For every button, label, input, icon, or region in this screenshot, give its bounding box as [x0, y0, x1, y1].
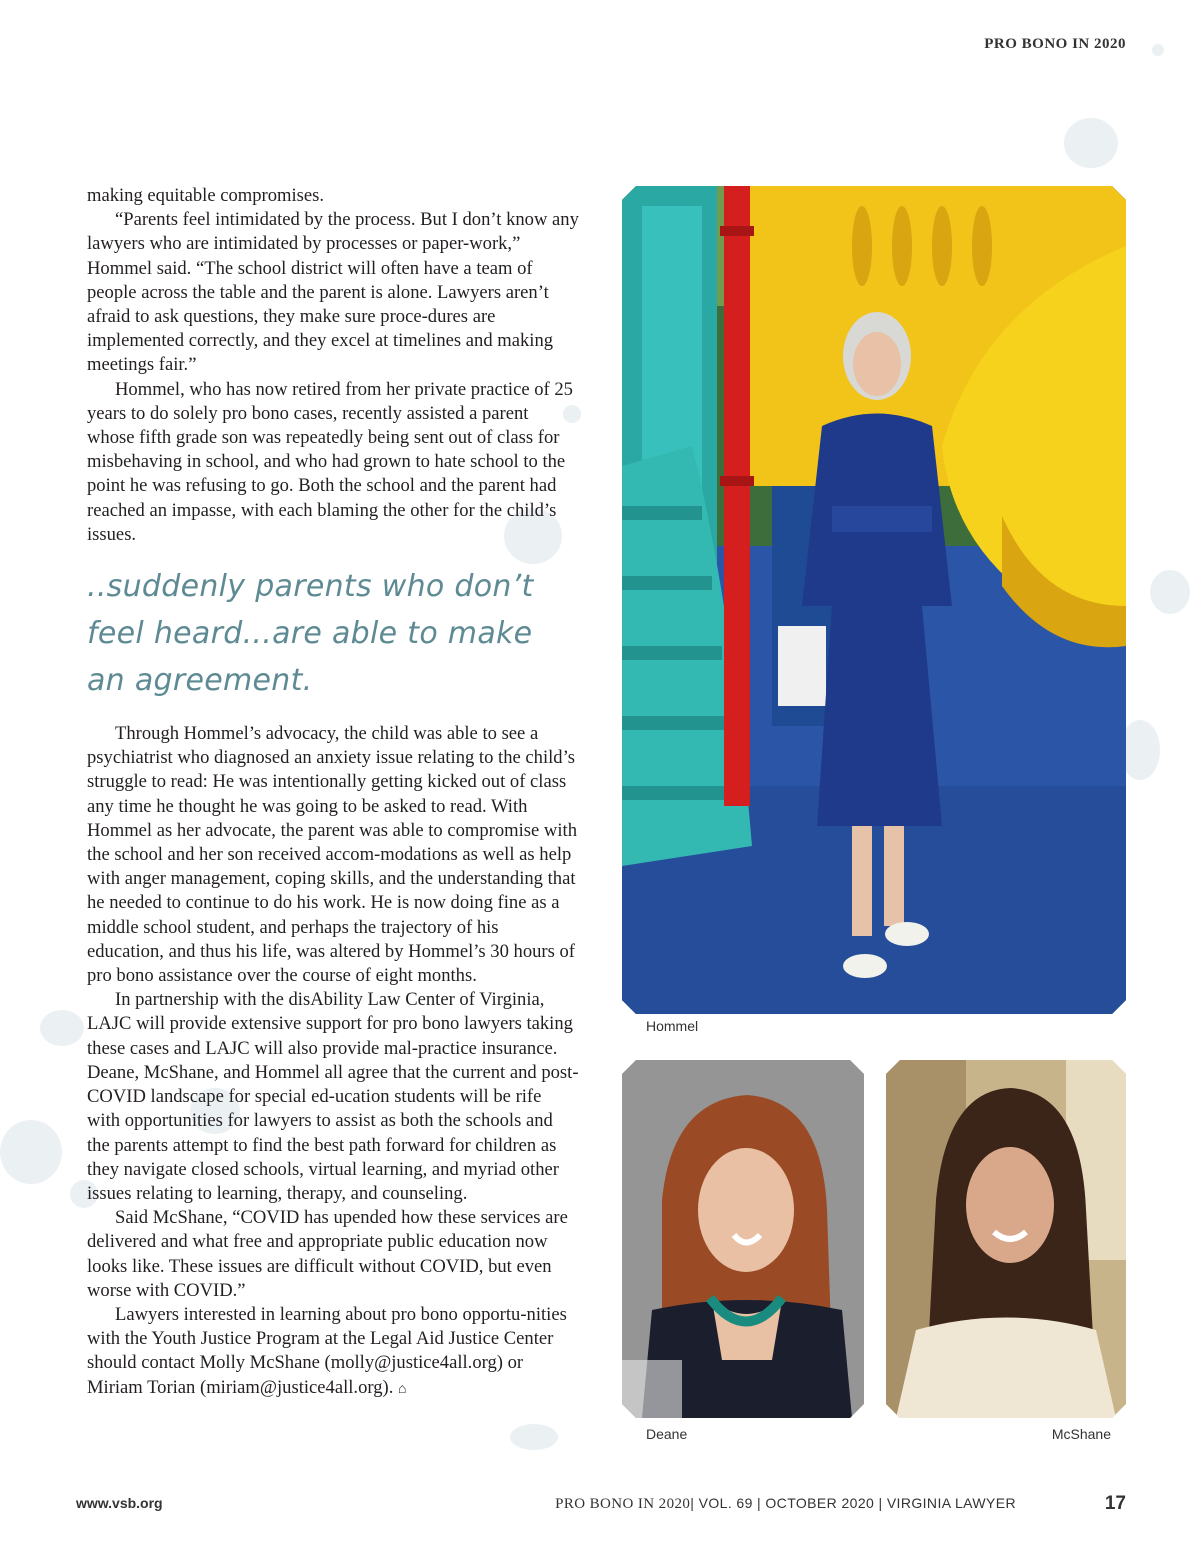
page-number: 17 — [1104, 1493, 1126, 1514]
footer-issue-info — [555, 1495, 1016, 1513]
photo-caption-deane: Deane — [646, 1426, 688, 1442]
photo-caption-hommel: Hommel — [646, 1018, 699, 1034]
paint-splatter — [1152, 44, 1164, 56]
hommel-photo — [622, 186, 1126, 1014]
paragraph: Said McShane, “COVID has upended how these services are delivered and what free and appropriate public education now looks like. These issues are difficult without COVID, but even worse with COVID.” — [87, 1207, 568, 1301]
paragraph — [87, 1303, 579, 1402]
paragraph: Hommel, who has now retired from her private practice of 25 years to do solely pro bono cases, recently assisted a parent whose fifth grade son was repeatedly being sent out of class for misbehaving in school, and who had grown to hate school to the point he was refusing to go. Both the school and the parent had reached an impasse, with each blaming the other for the child’s issues. — [87, 378, 573, 545]
deane-photo — [622, 1060, 864, 1418]
paragraph: “Parents feel intimidated by the process. But I don’t know any lawyers who are intimidated by processes or paper-work,” Hommel said. “The school district will often have a team of people across the table and the parent is alone. Lawyers aren’t afraid to ask questions, they make sure proce-dures are implemented correctly, and they excel at timelines and making meetings fair.” — [87, 209, 579, 376]
paint-splatter — [510, 1424, 558, 1450]
photo-caption-mcshane: McShane — [1051, 1426, 1111, 1442]
mcshane-photo — [886, 1060, 1126, 1418]
paint-splatter — [40, 1010, 84, 1046]
article-body — [87, 184, 579, 1402]
footer-section: PRO BONO IN 2020 — [555, 1496, 691, 1512]
paint-splatter — [1150, 570, 1190, 614]
end-mark-icon: ⌂ — [398, 1381, 407, 1397]
paragraph: Through Hommel’s advocacy, the child was able to see a psychiatrist who diagnosed an anxiety issue relating to the child’s struggle to read: He was intentionally getting kicked out of class any time he thought he was going to be asked to read. With Hommel as her advocate, the parent was able to compromise with the school and her son received accom-modations as well as help with anger management, coping skills, and the understanding that he needed to continue to do his work. He is now doing fine as a middle school student, and perhaps the trajectory of his education, and thus his life, was altered by Hommel’s 30 hours of pro bono assistance over the course of eight months. — [87, 723, 577, 987]
paint-splatter — [1120, 720, 1160, 780]
closing-paragraph-text: Lawyers interested in learning about pro bono opportu-nities with the Youth Justice Program at the Legal Aid Justice Center should contact Molly McShane (molly@justice4all.org) or Miriam Torian (miriam@justice4all.org). — [87, 1303, 567, 1398]
footer-website-link[interactable]: www.vsb.org — [76, 1495, 163, 1511]
paint-splatter — [1064, 118, 1118, 168]
paint-splatter — [0, 1120, 62, 1184]
running-head: PRO BONO IN 2020 — [984, 36, 1126, 52]
pull-quote: ..suddenly parents who don’t feel heard...are able to make an agreement. — [87, 569, 534, 699]
paragraph: In partnership with the disAbility Law Center of Virginia, LAJC will provide extensive support for pro bono lawyers taking these cases and LAJC will also provide mal-practice insurance. Deane, McShane, and Hommel all agree that the current and post-COVID landscape for special ed-ucation students will be rife with opportunities for lawyers to assist as both the schools and the parents attempt to find the best path forward for children as they navigate closed schools, virtual learning, and myriad other issues relating to learning, therapy, and counseling. — [87, 989, 579, 1204]
footer-issue: | VOL. 69 | OCTOBER 2020 | VIRGINIA LAWYER — [690, 1495, 1016, 1511]
paragraph: making equitable compromises. — [87, 185, 325, 206]
